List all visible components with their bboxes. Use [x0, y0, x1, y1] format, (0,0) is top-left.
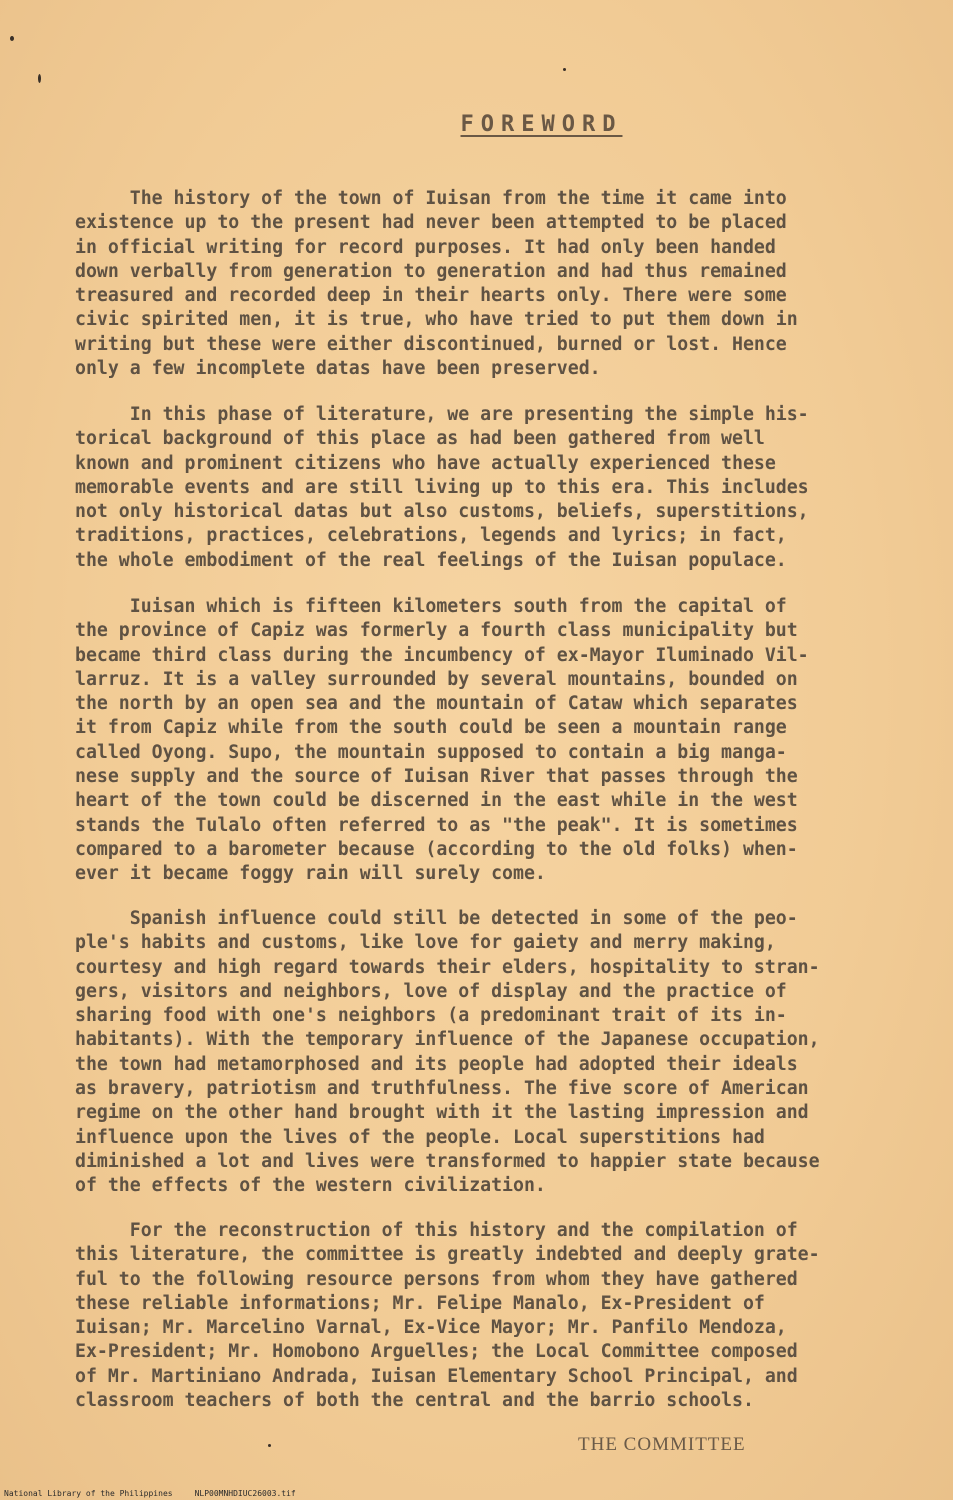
paragraph-5: For the reconstruction of this history and the compilation of this literature, the committee is greatly indebted and deeply grate- ful to the following resource persons from whom they have gathered these reliable informations; Mr. Felipe Manalo, Ex-President of Iuisan; Mr. Marcelino Varnal, Ex-Vice Mayor; Mr. Panfilo Mendoza, Ex-President; Mr. Homobono Arguelles; the Local Committee composed of Mr. Martiniano Andrada, Iuisan Elementary School Principal, and classroom teachers of both the central and the barrio schools.	[75, 1220, 820, 1412]
paragraph-2: In this phase of literature, we are presenting the simple his- torical background of this place as had been gathered from well known and prominent citizens who have actually experienced these memorable events and are still living up to this era. This includes not only historical datas but also customs, beliefs, superstitions, traditions, practices, celebrations, legends and lyrics; in fact, the whole embodiment of the real feelings of the Iuisan populace.	[75, 404, 809, 571]
paragraph-3: Iuisan which is fifteen kilometers south from the capital of the province of Capiz was formerly a fourth class municipality but became third class during the incumbency of ex-Mayor Iluminado Vil- larruz. It is a valley surrounded by several mountains, bounded on the north by an open sea and the mountain of Cataw which separates it from Capiz while from the south could be seen a mountain range called Oyong. Supo, the mountain supposed to contain a big manga- nese supply and the source of Iuisan River that passes through the heart of the town could be discerned in the east while in the west stands the Tulalo often referred to as "the peak". It is sometimes compared to a barometer because (according to the old folks) when- ever it became foggy rain will surely come.	[75, 596, 809, 885]
footer-library: National Library of the Philippines	[4, 1489, 173, 1498]
ink-speck	[563, 68, 566, 71]
page-title: FOREWORD	[460, 112, 623, 137]
signature: THE COMMITTEE	[578, 1434, 746, 1455]
ink-speck	[268, 1444, 271, 1447]
ink-speck	[10, 36, 14, 41]
footer-file: NLP00MNHDIUC26003.tif	[194, 1489, 296, 1498]
paragraph-1: The history of the town of Iuisan from the time it came into existence up to the present had never been attempted to be placed in official writing for record purposes. It had only been handed down verbally from generation to generation and had thus remained treasured and recorded deep in their hearts only. There were some civic spirited men, it is true, who have tried to put them down in writing but these were either discontinued, burned or lost. Hence only a few incomplete datas have been preserved.	[75, 188, 798, 380]
paragraph-4: Spanish influence could still be detected in some of the peo- ple's habits and customs, like love for gaiety and merry making, courtesy and high regard towards their elders, hospitality to stran- gers, visitors and neighbors, love of display and the practice of sharing food with one's neighbors (a predominant trait of its in- habitants). With the temporary influence of the Japanese occupation, the town had metamorphosed and its people had adopted their ideals as bravery, patriotism and truthfulness. The five score of American regime on the other hand brought with it the lasting impression and influence upon the lives of the people. Local superstitions had diminished a lot and lives were transformed to happier state because of the effects of the western civilization.	[75, 908, 820, 1197]
scan-footer	[4, 1489, 318, 1498]
ink-speck	[38, 74, 41, 83]
